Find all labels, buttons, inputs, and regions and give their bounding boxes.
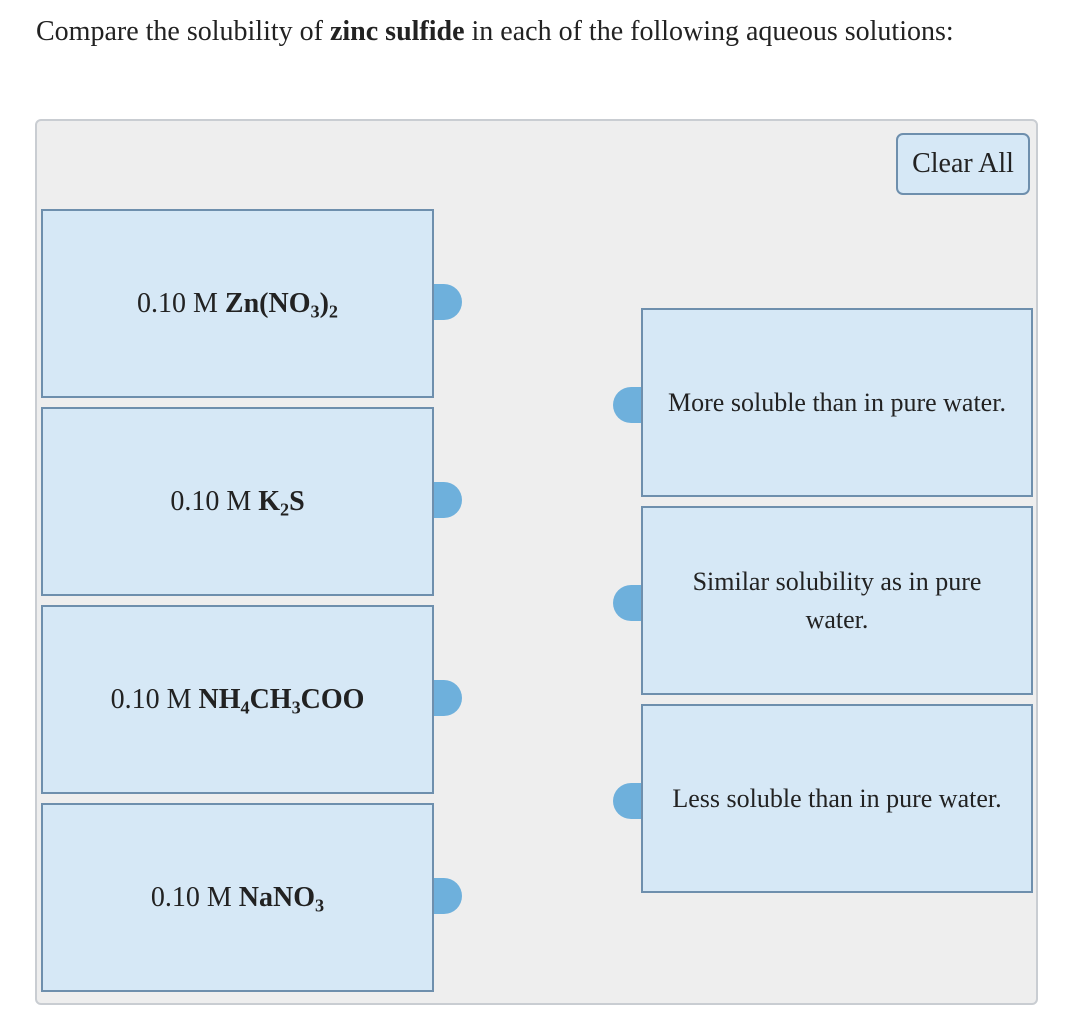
concentration-prefix: 0.10 M bbox=[170, 485, 259, 517]
question-text bbox=[36, 14, 954, 50]
formula-subscript: 2 bbox=[280, 498, 290, 519]
target-label: Less soluble than in pure water. bbox=[672, 783, 1002, 813]
question-prefix: Compare the solubility of bbox=[36, 16, 330, 47]
concentration-prefix: 0.10 M bbox=[137, 287, 225, 319]
source-label bbox=[170, 486, 304, 518]
formula-text: NH bbox=[198, 683, 241, 715]
formula-subscript: 4 bbox=[240, 696, 250, 717]
formula-text: CH bbox=[249, 683, 292, 715]
source-label bbox=[111, 684, 365, 716]
formula bbox=[225, 288, 338, 319]
source-tile-ammonium-acetate[interactable] bbox=[41, 605, 434, 794]
target-label: More soluble than in pure water. bbox=[668, 387, 1006, 417]
formula-subscript: 3 bbox=[310, 300, 320, 321]
source-tile-sodium-nitrate[interactable] bbox=[41, 803, 434, 992]
formula-subscript: 3 bbox=[291, 696, 301, 717]
formula-subscript: 3 bbox=[315, 894, 325, 915]
target-tile-less-soluble[interactable] bbox=[641, 704, 1033, 893]
question-suffix: in each of the following aqueous solutions: bbox=[464, 16, 954, 47]
formula-text: NaNO bbox=[238, 881, 316, 913]
formula-text: Zn(NO bbox=[224, 287, 311, 319]
formula bbox=[258, 486, 304, 517]
target-connector-handle[interactable] bbox=[613, 585, 641, 621]
formula-subscript: 2 bbox=[328, 300, 338, 321]
target-connector-handle[interactable] bbox=[613, 783, 641, 819]
formula bbox=[239, 882, 324, 913]
source-label bbox=[137, 288, 338, 320]
target-label: Similar solubility as in pure water. bbox=[692, 566, 982, 634]
source-label bbox=[151, 882, 324, 914]
source-tile-potassium-sulfide[interactable] bbox=[41, 407, 434, 596]
source-tile-zn-nitrate[interactable] bbox=[41, 209, 434, 398]
formula bbox=[198, 684, 364, 715]
concentration-prefix: 0.10 M bbox=[110, 683, 199, 715]
clear-all-button[interactable]: Clear All bbox=[896, 133, 1030, 195]
target-connector-handle[interactable] bbox=[613, 387, 641, 423]
formula-text: COO bbox=[300, 683, 365, 715]
formula-text: ) bbox=[319, 287, 329, 319]
target-tile-more-soluble[interactable] bbox=[641, 308, 1033, 497]
target-tile-similar-solubility[interactable] bbox=[641, 506, 1033, 695]
formula-text: S bbox=[289, 485, 305, 517]
formula-text: K bbox=[258, 485, 280, 517]
concentration-prefix: 0.10 M bbox=[150, 881, 239, 913]
question-compound: zinc sulfide bbox=[329, 16, 465, 47]
